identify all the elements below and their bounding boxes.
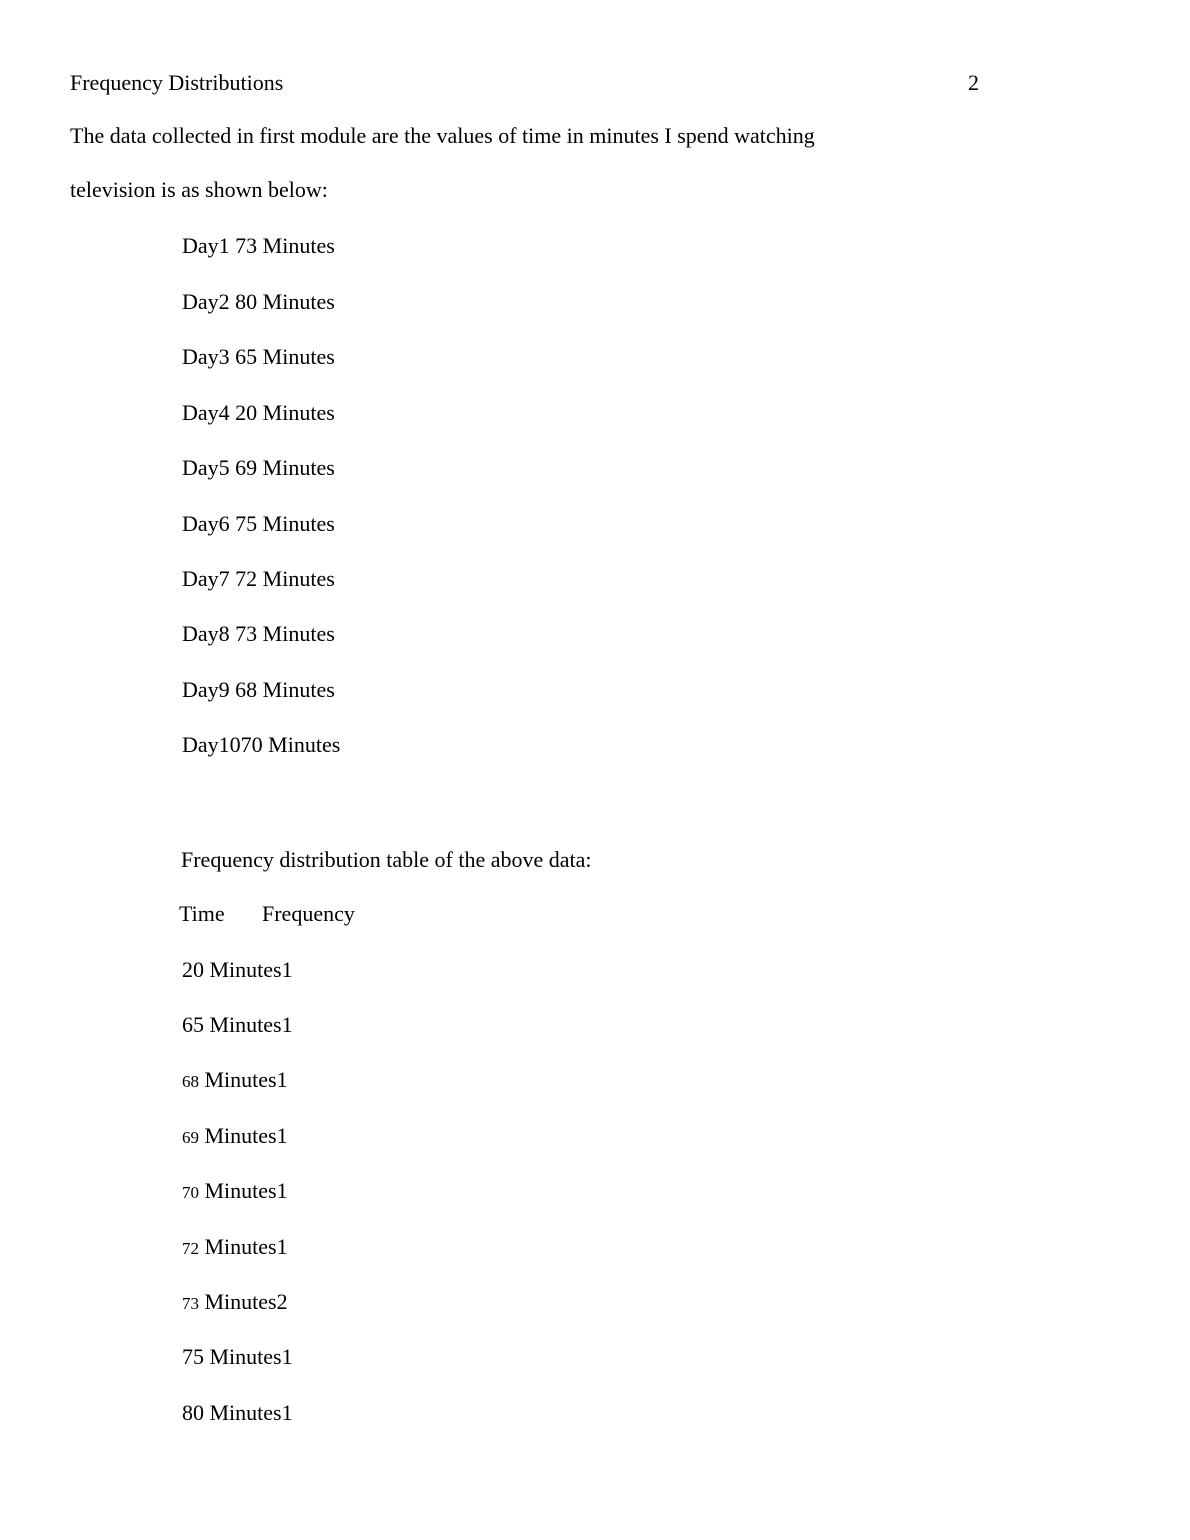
table-row (182, 1236, 288, 1258)
time-unit: Minutes (209, 1344, 282, 1369)
frequency-value: 1 (281, 1344, 293, 1369)
time-unit: Minutes (204, 1178, 277, 1203)
time-unit: Minutes (209, 1012, 282, 1037)
column-header-time: Time (179, 901, 225, 926)
table-row (182, 959, 293, 981)
table-row (182, 1069, 288, 1091)
column-header-frequency: Frequency (262, 901, 355, 926)
time-value: 70 (182, 1183, 199, 1202)
time-value: 65 (182, 1012, 204, 1037)
table-row (182, 1125, 288, 1147)
time-value: 75 (182, 1344, 204, 1369)
table-row (182, 1402, 293, 1424)
time-value: 73 (182, 1294, 199, 1313)
time-unit: Minutes (204, 1067, 277, 1092)
day-log-line: Day2 80 Minutes (182, 289, 335, 314)
frequency-value: 1 (276, 1178, 288, 1203)
table-caption: Frequency distribution table of the above data: (181, 847, 592, 872)
day-log-line: Day7 72 Minutes (182, 566, 335, 591)
day-log-line: Day3 65 Minutes (182, 344, 335, 369)
frequency-value: 1 (276, 1067, 288, 1092)
time-value: 69 (182, 1128, 199, 1147)
day-log-line: Day4 20 Minutes (182, 400, 335, 425)
day-log-line: Day8 73 Minutes (182, 621, 335, 646)
frequency-value: 1 (281, 957, 293, 982)
day-log-line: Day9 68 Minutes (182, 677, 335, 702)
intro-line-1: The data collected in first module are the values of time in minutes I spend watching (70, 123, 815, 148)
page-number: 2 (968, 70, 979, 95)
time-unit: Minutes (209, 1400, 282, 1425)
frequency-value: 2 (276, 1289, 288, 1314)
time-unit: Minutes (204, 1123, 277, 1148)
time-value: 80 (182, 1400, 204, 1425)
day-log-line: Day5 69 Minutes (182, 455, 335, 480)
time-unit: Minutes (209, 957, 282, 982)
frequency-value: 1 (281, 1400, 293, 1425)
frequency-value: 1 (276, 1123, 288, 1148)
table-row (182, 1346, 293, 1368)
table-row (182, 1014, 293, 1036)
table-row (182, 1180, 288, 1202)
time-value: 20 (182, 957, 204, 982)
day-log-line: Day1 73 Minutes (182, 233, 335, 258)
day-log-line: Day6 75 Minutes (182, 511, 335, 536)
table-row (182, 1291, 288, 1313)
frequency-value: 1 (281, 1012, 293, 1037)
time-unit: Minutes (204, 1234, 277, 1259)
running-head: Frequency Distributions (70, 70, 284, 95)
time-unit: Minutes (204, 1289, 277, 1314)
day-log-line: Day1070 Minutes (182, 732, 341, 757)
intro-line-2: television is as shown below: (70, 177, 328, 202)
frequency-value: 1 (276, 1234, 288, 1259)
time-value: 68 (182, 1072, 199, 1091)
time-value: 72 (182, 1239, 199, 1258)
